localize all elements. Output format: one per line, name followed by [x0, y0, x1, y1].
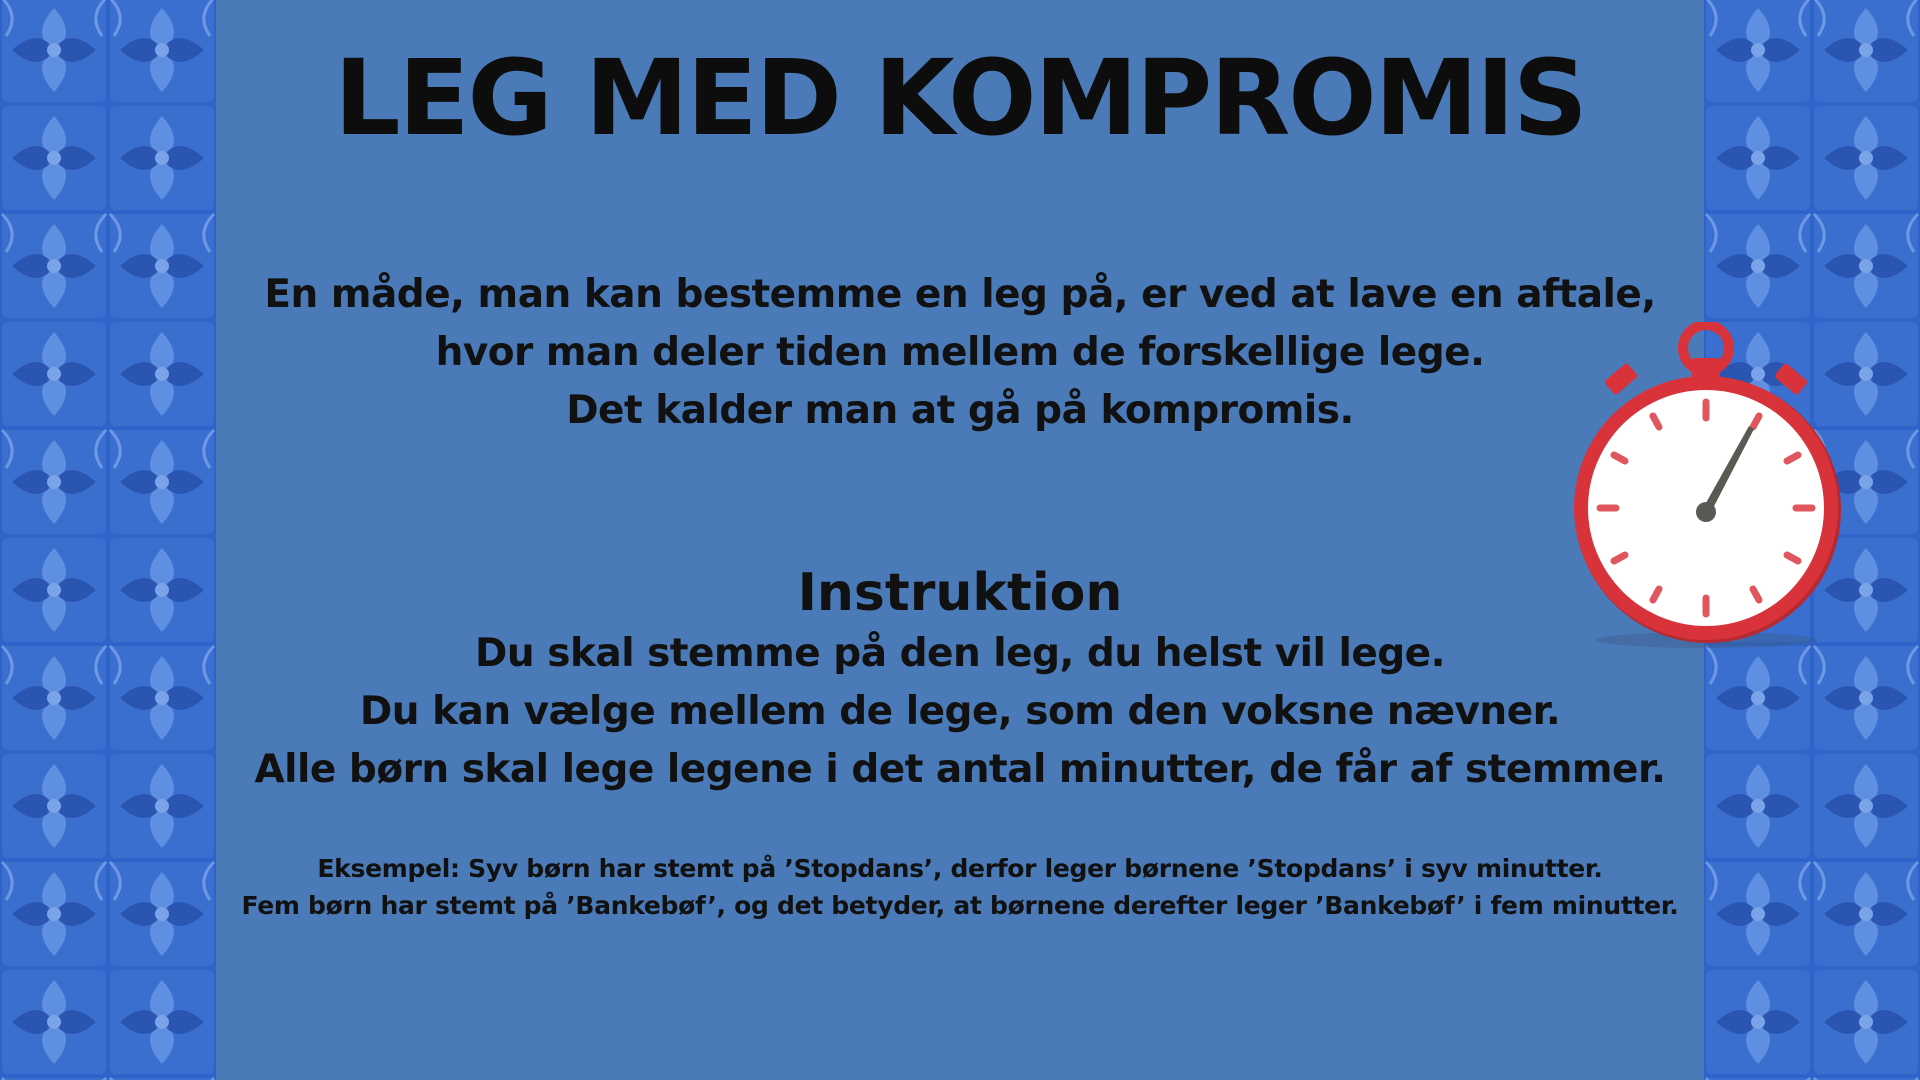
ornament-pattern-icon [0, 0, 216, 1080]
example-text [216, 850, 1704, 924]
instruction-text [216, 625, 1704, 799]
instruction-heading: Instruktion [797, 563, 1123, 623]
stopwatch-icon [1566, 322, 1846, 652]
left-tile-border [0, 0, 216, 1080]
intro-line: En måde, man kan bestemme en leg på, er ved at lave en aftale, [264, 272, 1656, 317]
instruction-line: Alle børn skal lege legene i det antal minutter, de får af stemmer. [254, 747, 1666, 792]
intro-text [216, 266, 1704, 440]
slide-title: LEG MED KOMPROMIS [334, 37, 1586, 159]
intro-line: Det kalder man at gå på kompromis. [566, 388, 1354, 433]
instruction-line: Du kan vælge mellem de lege, som den voksne nævner. [359, 689, 1561, 734]
example-line: Fem børn har stemt på ’Bankebøf’, og det betyder, at børnene derefter leger ’Bankebøf’ i fem minutter. [241, 891, 1679, 920]
instruction-line: Du skal stemme på den leg, du helst vil lege. [475, 631, 1445, 676]
example-line: Eksempel: Syv børn har stemt på ’Stopdans’, derfor leger børnene ’Stopdans’ i syv minutter. [317, 854, 1603, 883]
content-panel [216, 0, 1704, 1080]
intro-line: hvor man deler tiden mellem de forskellige lege. [435, 330, 1485, 375]
